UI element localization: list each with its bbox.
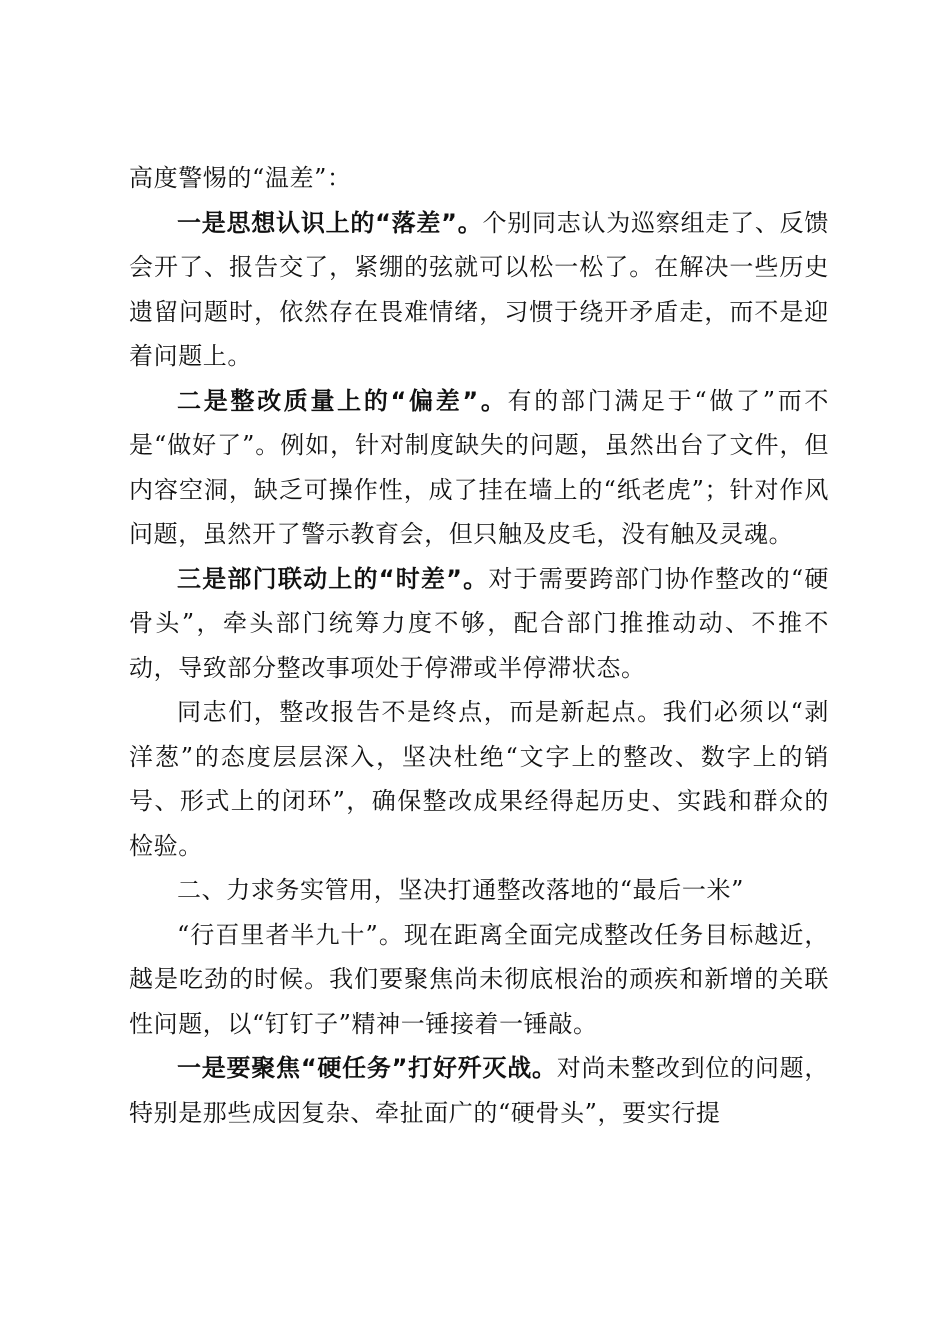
paragraph-4 bbox=[129, 557, 829, 691]
paragraph-1 bbox=[129, 156, 829, 201]
paragraph-7-text: “行百里者半九十”。现在距离全面完成整改任务目标越近，越是吃劲的时候。我们要聚焦尚未彻底根治的顽疾和新增的关联性问题，以“钉钉子”精神一锤接着一锤敲。 bbox=[129, 920, 829, 1038]
paragraph-1-text: 高度警惕的“温差”： bbox=[129, 164, 352, 192]
section-heading-text: 二、力求务实管用，坚决打通整改落地的“最后一米” bbox=[177, 876, 744, 904]
paragraph-7 bbox=[129, 913, 829, 1047]
paragraph-2-text: 个别同志认为巡察组走了、反馈会开了、报告交了，紧绷的弦就可以松一松了。在解决一些历史遗留问题时，依然存在畏难情绪，习惯于绕开矛盾走，而不是迎着问题上。 bbox=[129, 208, 829, 370]
section-heading bbox=[129, 868, 829, 913]
paragraph-8-lead: 一是要聚焦“硬任务”打好歼灭战。 bbox=[177, 1054, 557, 1082]
paragraph-5 bbox=[129, 690, 829, 868]
paragraph-3 bbox=[129, 379, 829, 557]
paragraph-3-text: 有的部门满足于“做了”而不是“做好了”。例如，针对制度缺失的问题，虽然出台了文件，但内容空洞，缺乏可操作性，成了挂在墙上的“纸老虎”；针对作风问题，虽然开了警示教育会，但只触及皮毛，没有触及灵魂。 bbox=[129, 386, 829, 548]
paragraph-2 bbox=[129, 201, 829, 379]
paragraph-5-text: 同志们，整改报告不是终点，而是新起点。我们必须以“剥洋葱”的态度层层深入，坚决杜绝“文字上的整改、数字上的销号、形式上的闭环”，确保整改成果经得起历史、实践和群众的检验。 bbox=[129, 698, 829, 860]
document-page bbox=[129, 156, 829, 1135]
paragraph-3-lead: 二是整改质量上的“偏差”。 bbox=[177, 386, 508, 415]
paragraph-2-lead: 一是思想认识上的“落差”。 bbox=[177, 208, 483, 237]
paragraph-8-text: 对尚未整改到位的问题，特别是那些成因复杂、牵扯面广的“硬骨头”，要实行提 bbox=[129, 1054, 829, 1127]
paragraph-8 bbox=[129, 1046, 829, 1135]
paragraph-4-text: 对于需要跨部门协作整改的“硬骨头”，牵头部门统筹力度不够，配合部门推推动动、不推不动，导致部分整改事项处于停滞或半停滞状态。 bbox=[129, 564, 829, 682]
paragraph-4-lead: 三是部门联动上的“时差”。 bbox=[177, 564, 489, 593]
